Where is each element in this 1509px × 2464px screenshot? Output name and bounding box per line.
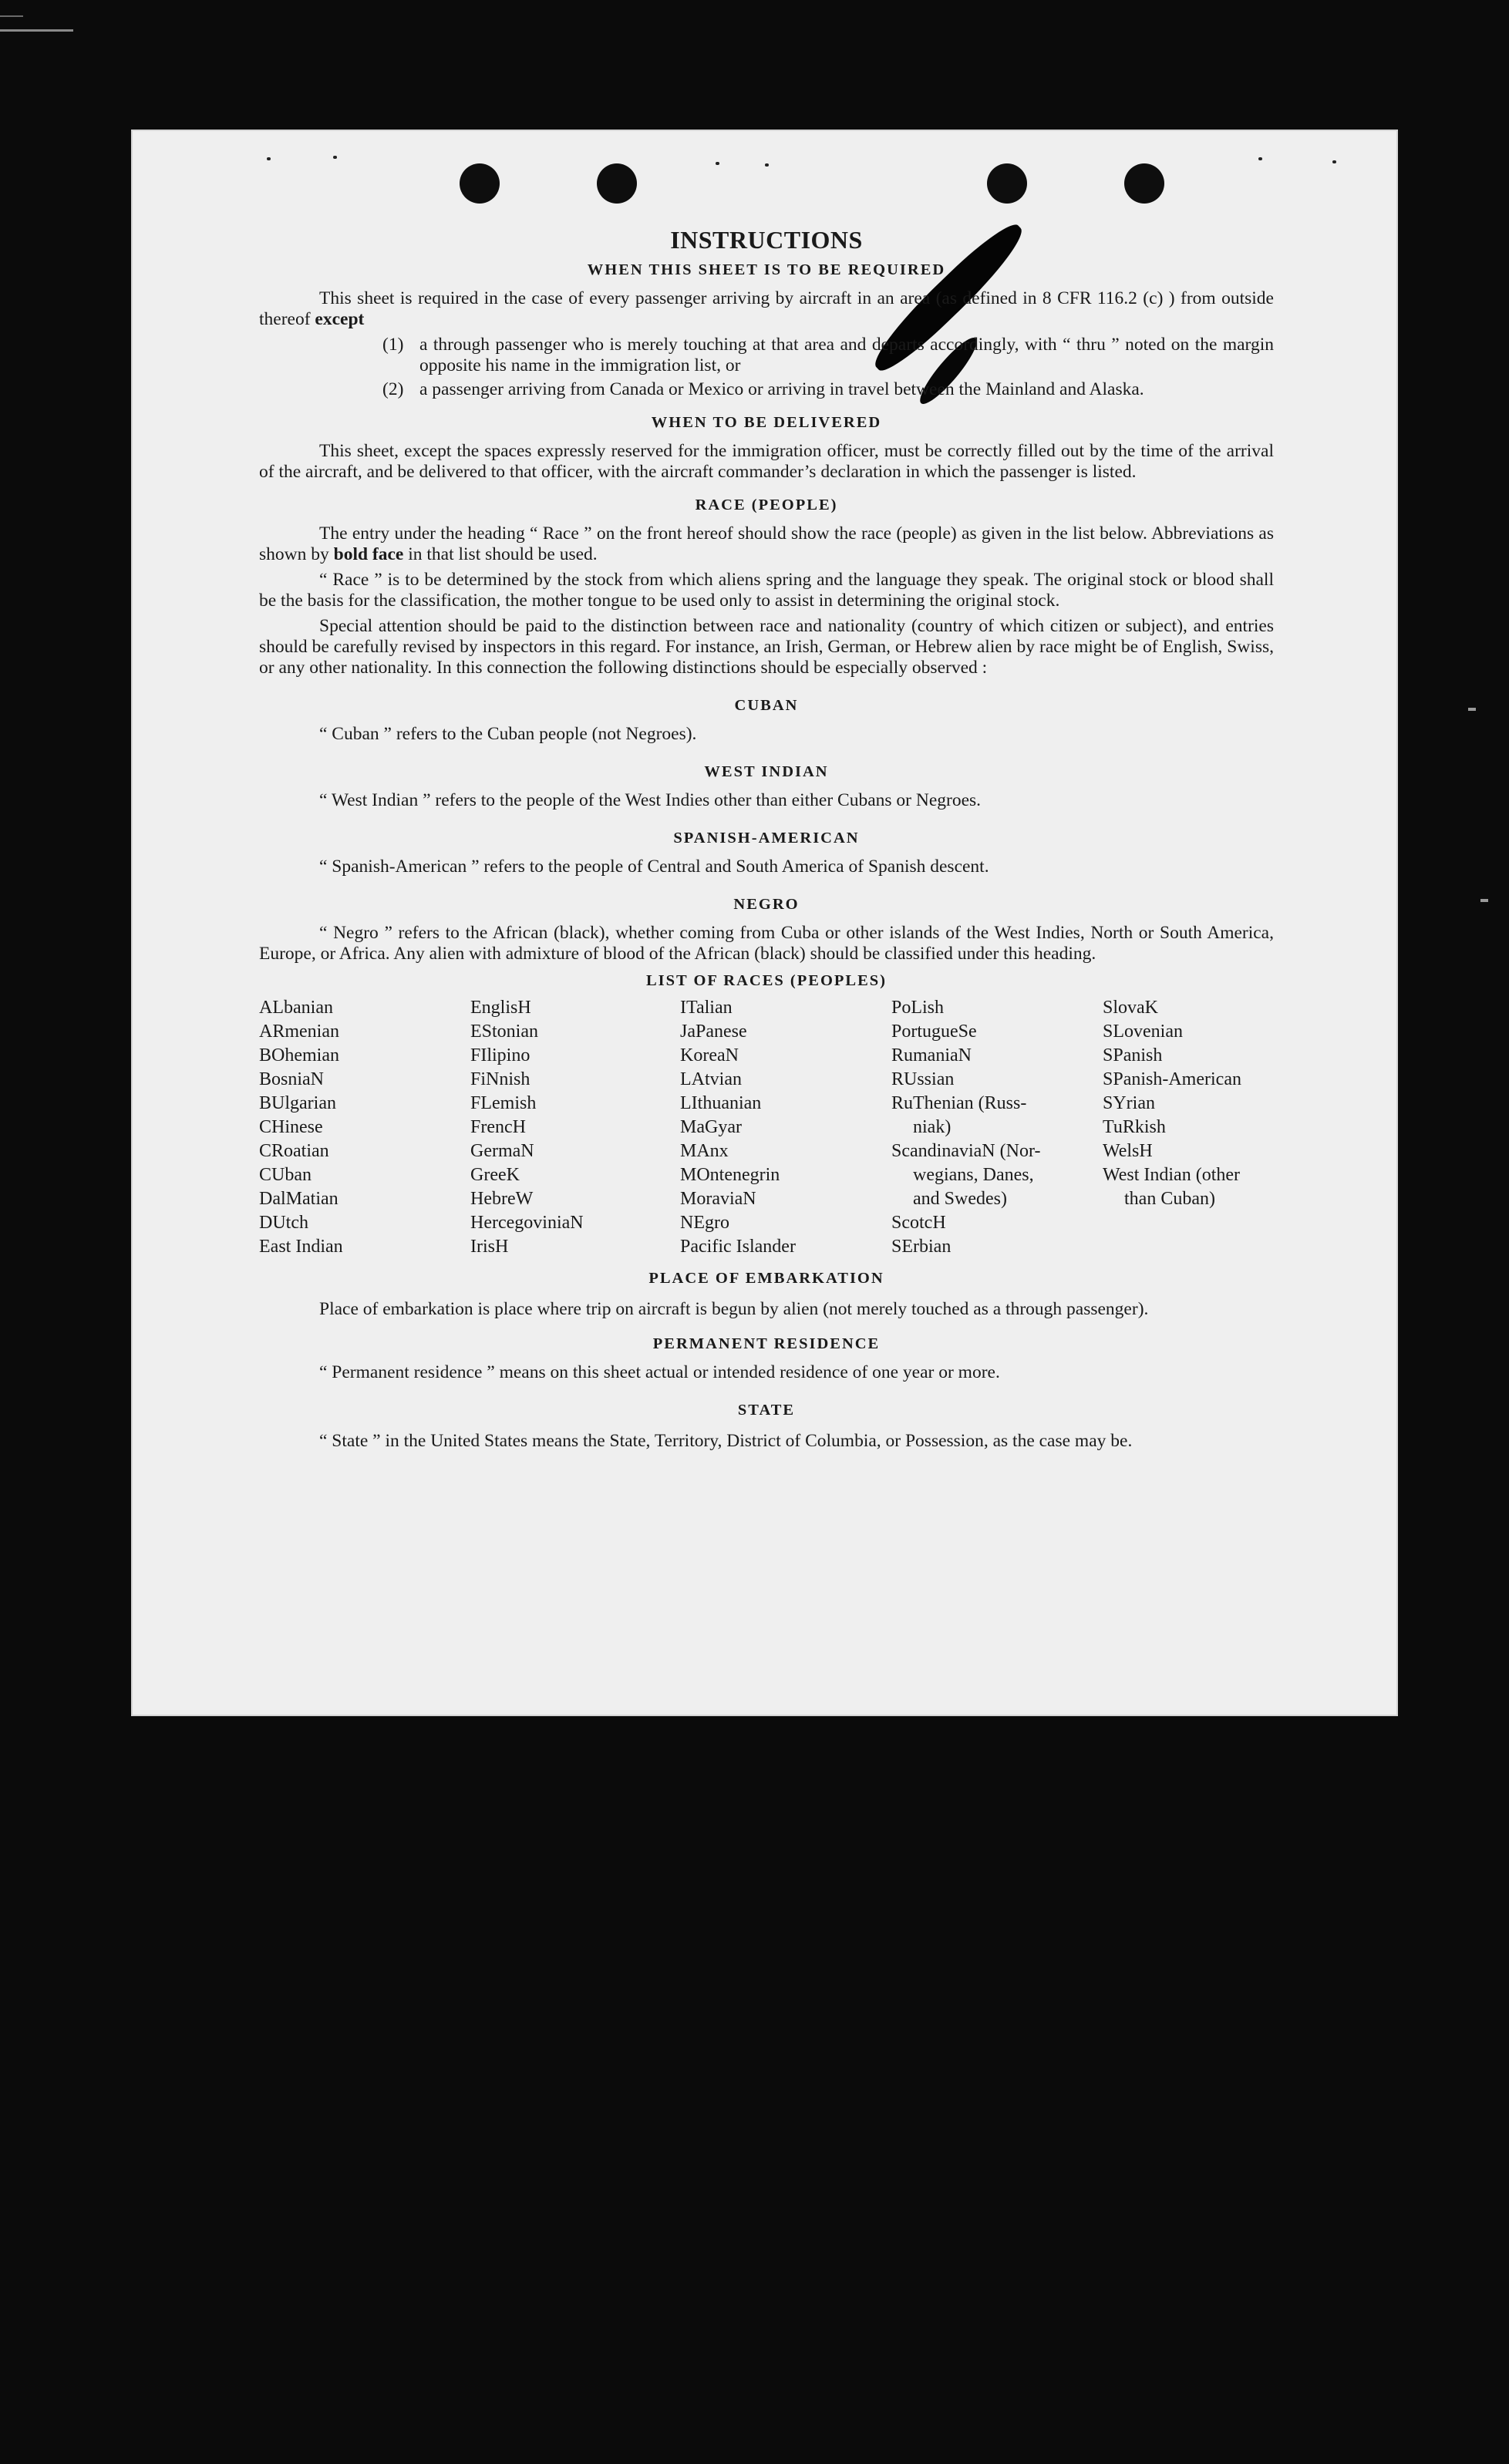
list-item: [259, 379, 1274, 400]
section-heading-embarkation: PLACE OF EMBARKATION: [648, 1270, 884, 1287]
list-item: SPanish: [1103, 1045, 1163, 1065]
race-paragraph-1: [259, 523, 1274, 565]
list-item: IrisH: [470, 1237, 509, 1257]
item-number: (1): [382, 335, 404, 355]
punch-hole-icon: [1124, 163, 1164, 204]
page-title: INSTRUCTIONS: [670, 226, 863, 254]
list-item: FiNnish: [470, 1069, 531, 1089]
embarkation-text: Place of embarkation is place where trip on aircraft is begun by alien (not merely touched as a through passenger).: [319, 1299, 1149, 1319]
speck: [1332, 160, 1336, 163]
list-item: ScandinaviaN (Nor-: [891, 1141, 1041, 1161]
list-item: BosniaN: [259, 1069, 324, 1089]
list-item: SYrian: [1103, 1093, 1155, 1113]
list-item: KoreaN: [680, 1045, 739, 1065]
list-item: NEgro: [680, 1213, 729, 1233]
list-item: and Swedes): [913, 1189, 1007, 1209]
list-item: niak): [913, 1117, 952, 1137]
list-item: CRoatian: [259, 1141, 329, 1161]
list-item: [259, 335, 1274, 376]
delivered-text: This sheet, except the spaces expressly reserved for the immigration officer, must be correctly filled out by the time of the arrival of the aircraft, and be delivered to that officer, with the aircraft commander’s declaration in which the passenger is listed.: [259, 441, 1274, 482]
list-item: HercegoviniaN: [470, 1213, 584, 1233]
race-paragraph-3: Special attention should be paid to the distinction between race and nationality (country of which citizen or subject), and entries should be carefully revised by inspectors in this regard. For instance, an Irish, German, or Hebrew alien by race might be of English, Swiss, or any other nationality. In this connection the following distinctions should be especially observed :: [259, 616, 1274, 678]
section-heading-state: STATE: [737, 1402, 796, 1419]
list-item: CUban: [259, 1165, 312, 1185]
scan-edge-mark: [1468, 708, 1476, 711]
races-column-5: [1103, 996, 1274, 1259]
list-item: SLovenian: [1103, 1022, 1183, 1042]
races-column-3: [680, 996, 891, 1259]
scan-edge-mark: [0, 15, 23, 17]
race-p1-bold: bold face: [333, 544, 404, 564]
list-item: than Cuban): [1124, 1189, 1215, 1209]
race-paragraph-2: “ Race ” is to be determined by the stock from which aliens spring and the language they speak. The original stock or blood shall be the basis for the classification, the mother tongue to be used only to assist in determining the original stock.: [259, 570, 1274, 611]
race-p1-after: in that list should be used.: [408, 544, 598, 564]
list-item: BOhemian: [259, 1045, 339, 1065]
list-item: FLemish: [470, 1093, 537, 1113]
list-item: CHinese: [259, 1117, 323, 1137]
list-item: West Indian (other: [1103, 1165, 1241, 1185]
list-item: DalMatian: [259, 1189, 339, 1209]
west-indian-text: “ West Indian ” refers to the people of the West Indies other than either Cubans or Negroes.: [319, 790, 982, 810]
list-item: MoraviaN: [680, 1189, 756, 1209]
list-item: SlovaK: [1103, 998, 1158, 1018]
list-item: ScotcH: [891, 1213, 946, 1233]
list-item: FrencH: [470, 1117, 526, 1137]
list-item: ALbanian: [259, 998, 333, 1018]
item-text: a passenger arriving from Canada or Mexico or arriving in travel between the Mainland and Alaska.: [419, 379, 1144, 399]
list-item: TuRkish: [1103, 1117, 1166, 1137]
list-item: SErbian: [891, 1237, 952, 1257]
item-number: (2): [382, 379, 404, 399]
list-item: PortugueSe: [891, 1022, 977, 1042]
list-item: RuThenian (Russ-: [891, 1093, 1027, 1113]
required-intro-text: This sheet is required in the case of every passenger arriving by aircraft in an area (as defined in 8 CFR 116.2 (c) ) from outside thereof: [259, 288, 1274, 329]
list-item: GreeK: [470, 1165, 520, 1185]
punch-hole-icon: [460, 163, 500, 204]
document-page: [131, 130, 1398, 1716]
list-item: RumaniaN: [891, 1045, 972, 1065]
section-heading-negro: NEGRO: [733, 896, 800, 913]
list-item: FIlipino: [470, 1045, 531, 1065]
section-heading-race: RACE (PEOPLE): [695, 497, 838, 513]
speck: [333, 156, 337, 159]
speck: [1258, 157, 1262, 160]
instructions-content: [259, 226, 1274, 1458]
races-column-1: [259, 996, 470, 1259]
section-heading-delivered: WHEN TO BE DELIVERED: [651, 414, 882, 431]
section-heading-spanish-american: SPANISH-AMERICAN: [673, 830, 860, 847]
list-item: BUlgarian: [259, 1093, 336, 1113]
list-item: HebreW: [470, 1189, 534, 1209]
races-column-4: [891, 996, 1103, 1259]
speck: [267, 157, 271, 160]
scan-edge-mark: [0, 29, 73, 32]
list-item: EStonian: [470, 1022, 538, 1042]
section-heading-residence: PERMANENT RESIDENCE: [652, 1335, 881, 1352]
section-heading-west-indian: WEST INDIAN: [704, 763, 829, 780]
list-item: SPanish-American: [1103, 1069, 1241, 1089]
spanish-american-text: “ Spanish-American ” refers to the people of Central and South America of Spanish descent.: [319, 857, 989, 877]
list-item: ARmenian: [259, 1022, 339, 1042]
section-heading-required: WHEN THIS SHEET IS TO BE REQUIRED: [587, 261, 946, 278]
negro-text: “ Negro ” refers to the African (black), whether coming from Cuba or other islands of the West Indies, North or South America, Europe, or Africa. Any alien with admixture of blood of the African (black) should be classified under this heading.: [259, 923, 1274, 964]
section-heading-list: LIST OF RACES (PEOPLES): [646, 972, 887, 989]
list-item: DUtch: [259, 1213, 308, 1233]
speck: [765, 163, 769, 167]
scan-edge-mark: [1480, 899, 1488, 902]
list-item: wegians, Danes,: [913, 1165, 1034, 1185]
state-text: “ State ” in the United States means the State, Territory, District of Columbia, or Possession, as the case may be.: [319, 1431, 1133, 1451]
list-item: ITalian: [680, 998, 733, 1018]
section-heading-cuban: CUBAN: [734, 697, 799, 714]
list-item: EnglisH: [470, 998, 531, 1018]
list-item: MOntenegrin: [680, 1165, 780, 1185]
list-item: JaPanese: [680, 1022, 747, 1042]
races-list: [259, 996, 1274, 1259]
list-item: LIthuanian: [680, 1093, 762, 1113]
list-item: MAnx: [680, 1141, 729, 1161]
punch-hole-icon: [597, 163, 637, 204]
list-item: Pacific Islander: [680, 1237, 796, 1257]
list-item: LAtvian: [680, 1069, 742, 1089]
list-item: RUssian: [891, 1069, 955, 1089]
item-text: a through passenger who is merely touching at that area and departs accordingly, with “ thru ” noted on the margin opposite his name in the immigration list, or: [419, 335, 1274, 375]
list-item: PoLish: [891, 998, 945, 1018]
required-intro: [259, 288, 1274, 330]
cuban-text: “ Cuban ” refers to the Cuban people (not Negroes).: [319, 724, 697, 744]
list-item: East Indian: [259, 1237, 343, 1257]
list-item: WelsH: [1103, 1141, 1153, 1161]
required-intro-bold: except: [315, 309, 365, 329]
race-p1-before: The entry under the heading “ Race ” on the front hereof should show the race (people) as given in the list below. Abbreviations as shown by: [259, 523, 1274, 564]
punch-hole-icon: [987, 163, 1027, 204]
list-item: MaGyar: [680, 1117, 742, 1137]
residence-text: “ Permanent residence ” means on this sheet actual or intended residence of one year or more.: [319, 1362, 1000, 1382]
list-item: GermaN: [470, 1141, 534, 1161]
speck: [716, 162, 719, 165]
races-column-2: [470, 996, 680, 1259]
